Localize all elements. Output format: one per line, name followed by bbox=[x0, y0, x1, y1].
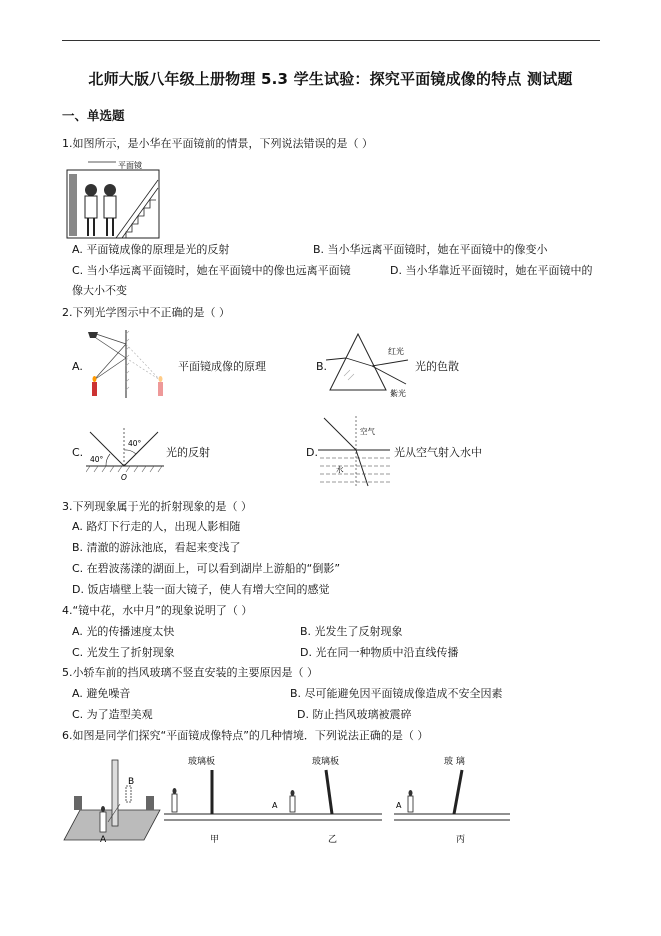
q1-option-a: A. 平面镜成像的原理是光的反射 bbox=[72, 243, 230, 256]
q2-stem: 2.下列光学图示中不正确的是（ ） bbox=[62, 306, 230, 319]
q3-option-b: B. 清澈的游泳池底，看起来变浅了 bbox=[72, 541, 241, 554]
q5-option-c: C. 为了造型美观 bbox=[72, 708, 153, 721]
q1-option-d-cont: 像大小不变 bbox=[72, 284, 127, 297]
q3-option-c: C. 在碧波荡漾的湖面上，可以看到湖岸上游船的“倒影” bbox=[72, 562, 341, 575]
q6-bing-glass-label: 玻 璃 bbox=[444, 757, 465, 767]
q2-b-letter: B. bbox=[316, 360, 328, 373]
q6-jia-caption: 甲 bbox=[210, 835, 220, 844]
q6-label-b: B bbox=[128, 777, 135, 787]
q2-b-purple-label: 紫光 bbox=[390, 389, 406, 398]
q6-jia-glass-label: 玻璃板 bbox=[188, 757, 216, 767]
q2-d-caption: 光从空气射入水中 bbox=[394, 446, 482, 459]
q2-b-figure-prism bbox=[326, 330, 412, 398]
q1-option-c: C. 当小华远离平面镜时，她在平面镜中的像也远离平面镜 bbox=[72, 264, 351, 277]
q2-d-air-label: 空气 bbox=[360, 427, 375, 436]
q5-option-b: B. 尽可能避免因平面镜成像造成不安全因素 bbox=[290, 687, 503, 700]
section-heading: 一、单选题 bbox=[62, 108, 125, 123]
q6-label-a: A bbox=[100, 835, 107, 844]
q2-d-letter: D. bbox=[306, 446, 318, 459]
q4-stem: 4.“镜中花，水中月”的现象说明了（ ） bbox=[62, 604, 253, 617]
q5-stem: 5.小轿车前的挡风玻璃不竖直安装的主要原因是（ ） bbox=[62, 666, 318, 679]
q6-bing-label-a: A bbox=[396, 801, 402, 810]
q3-option-d: D. 饭店墙壁上装一面大镜子，使人有增大空间的感觉 bbox=[72, 583, 330, 596]
q6-bing-caption: 丙 bbox=[456, 835, 466, 844]
q1-figure-mirror-scene bbox=[66, 160, 162, 240]
header-rule bbox=[62, 40, 600, 41]
q1-stem: 1.如图所示，是小华在平面镜前的情景，下列说法错误的是（ ） bbox=[62, 137, 373, 150]
q2-c-figure-reflection bbox=[86, 420, 166, 484]
q2-a-figure bbox=[84, 328, 174, 400]
q2-a-caption: 平面镜成像的原理 bbox=[178, 360, 266, 373]
q3-option-a: A. 路灯下行走的人，出现人影相随 bbox=[72, 520, 241, 533]
q6-figure-yi bbox=[270, 752, 386, 844]
q4-option-a: A. 光的传播速度太快 bbox=[72, 625, 175, 638]
q6-figure-setup bbox=[62, 752, 162, 844]
q6-yi-caption: 乙 bbox=[328, 835, 338, 844]
q4-option-d: D. 光在同一种物质中沿直线传播 bbox=[300, 646, 459, 659]
q6-yi-label-a: A bbox=[272, 801, 278, 810]
q6-figure-bing bbox=[394, 752, 514, 844]
q1-option-d: D. 当小华靠近平面镜时，她在平面镜中的 bbox=[390, 264, 593, 277]
q2-c-angle-bottom: 40° bbox=[90, 455, 104, 464]
q5-option-a: A. 避免噪音 bbox=[72, 687, 131, 700]
q2-c-point-o: O bbox=[121, 473, 127, 482]
q1-mirror-label: 平面镜 bbox=[118, 161, 142, 170]
q2-b-caption: 光的色散 bbox=[415, 360, 459, 373]
q4-option-c: C. 光发生了折射现象 bbox=[72, 646, 175, 659]
page-title: 北师大版八年级上册物理 5.3 学生试验：探究平面镜成像的特点 测试题 bbox=[88, 70, 573, 88]
q4-option-b: B. 光发生了反射现象 bbox=[300, 625, 403, 638]
q6-yi-glass-label: 玻璃板 bbox=[312, 757, 340, 767]
q2-c-letter: C. bbox=[72, 446, 84, 459]
q2-d-figure-refraction bbox=[318, 414, 392, 490]
q6-stem: 6.如图是同学们探究“平面镜成像特点”的几种情境．下列说法正确的是（ ） bbox=[62, 729, 429, 742]
q6-figure-jia bbox=[164, 752, 274, 844]
q2-c-angle-top: 40° bbox=[128, 439, 142, 448]
q2-d-water-label: 水 bbox=[336, 465, 344, 474]
q3-stem: 3.下列现象属于光的折射现象的是（ ） bbox=[62, 500, 252, 513]
q2-a-letter: A. bbox=[72, 360, 83, 373]
q2-c-caption: 光的反射 bbox=[166, 446, 210, 459]
q5-option-d: D. 防止挡风玻璃被震碎 bbox=[297, 708, 412, 721]
q2-b-red-label: 红光 bbox=[388, 347, 404, 356]
q1-option-b: B. 当小华远离平面镜时，她在平面镜中的像变小 bbox=[313, 243, 548, 256]
